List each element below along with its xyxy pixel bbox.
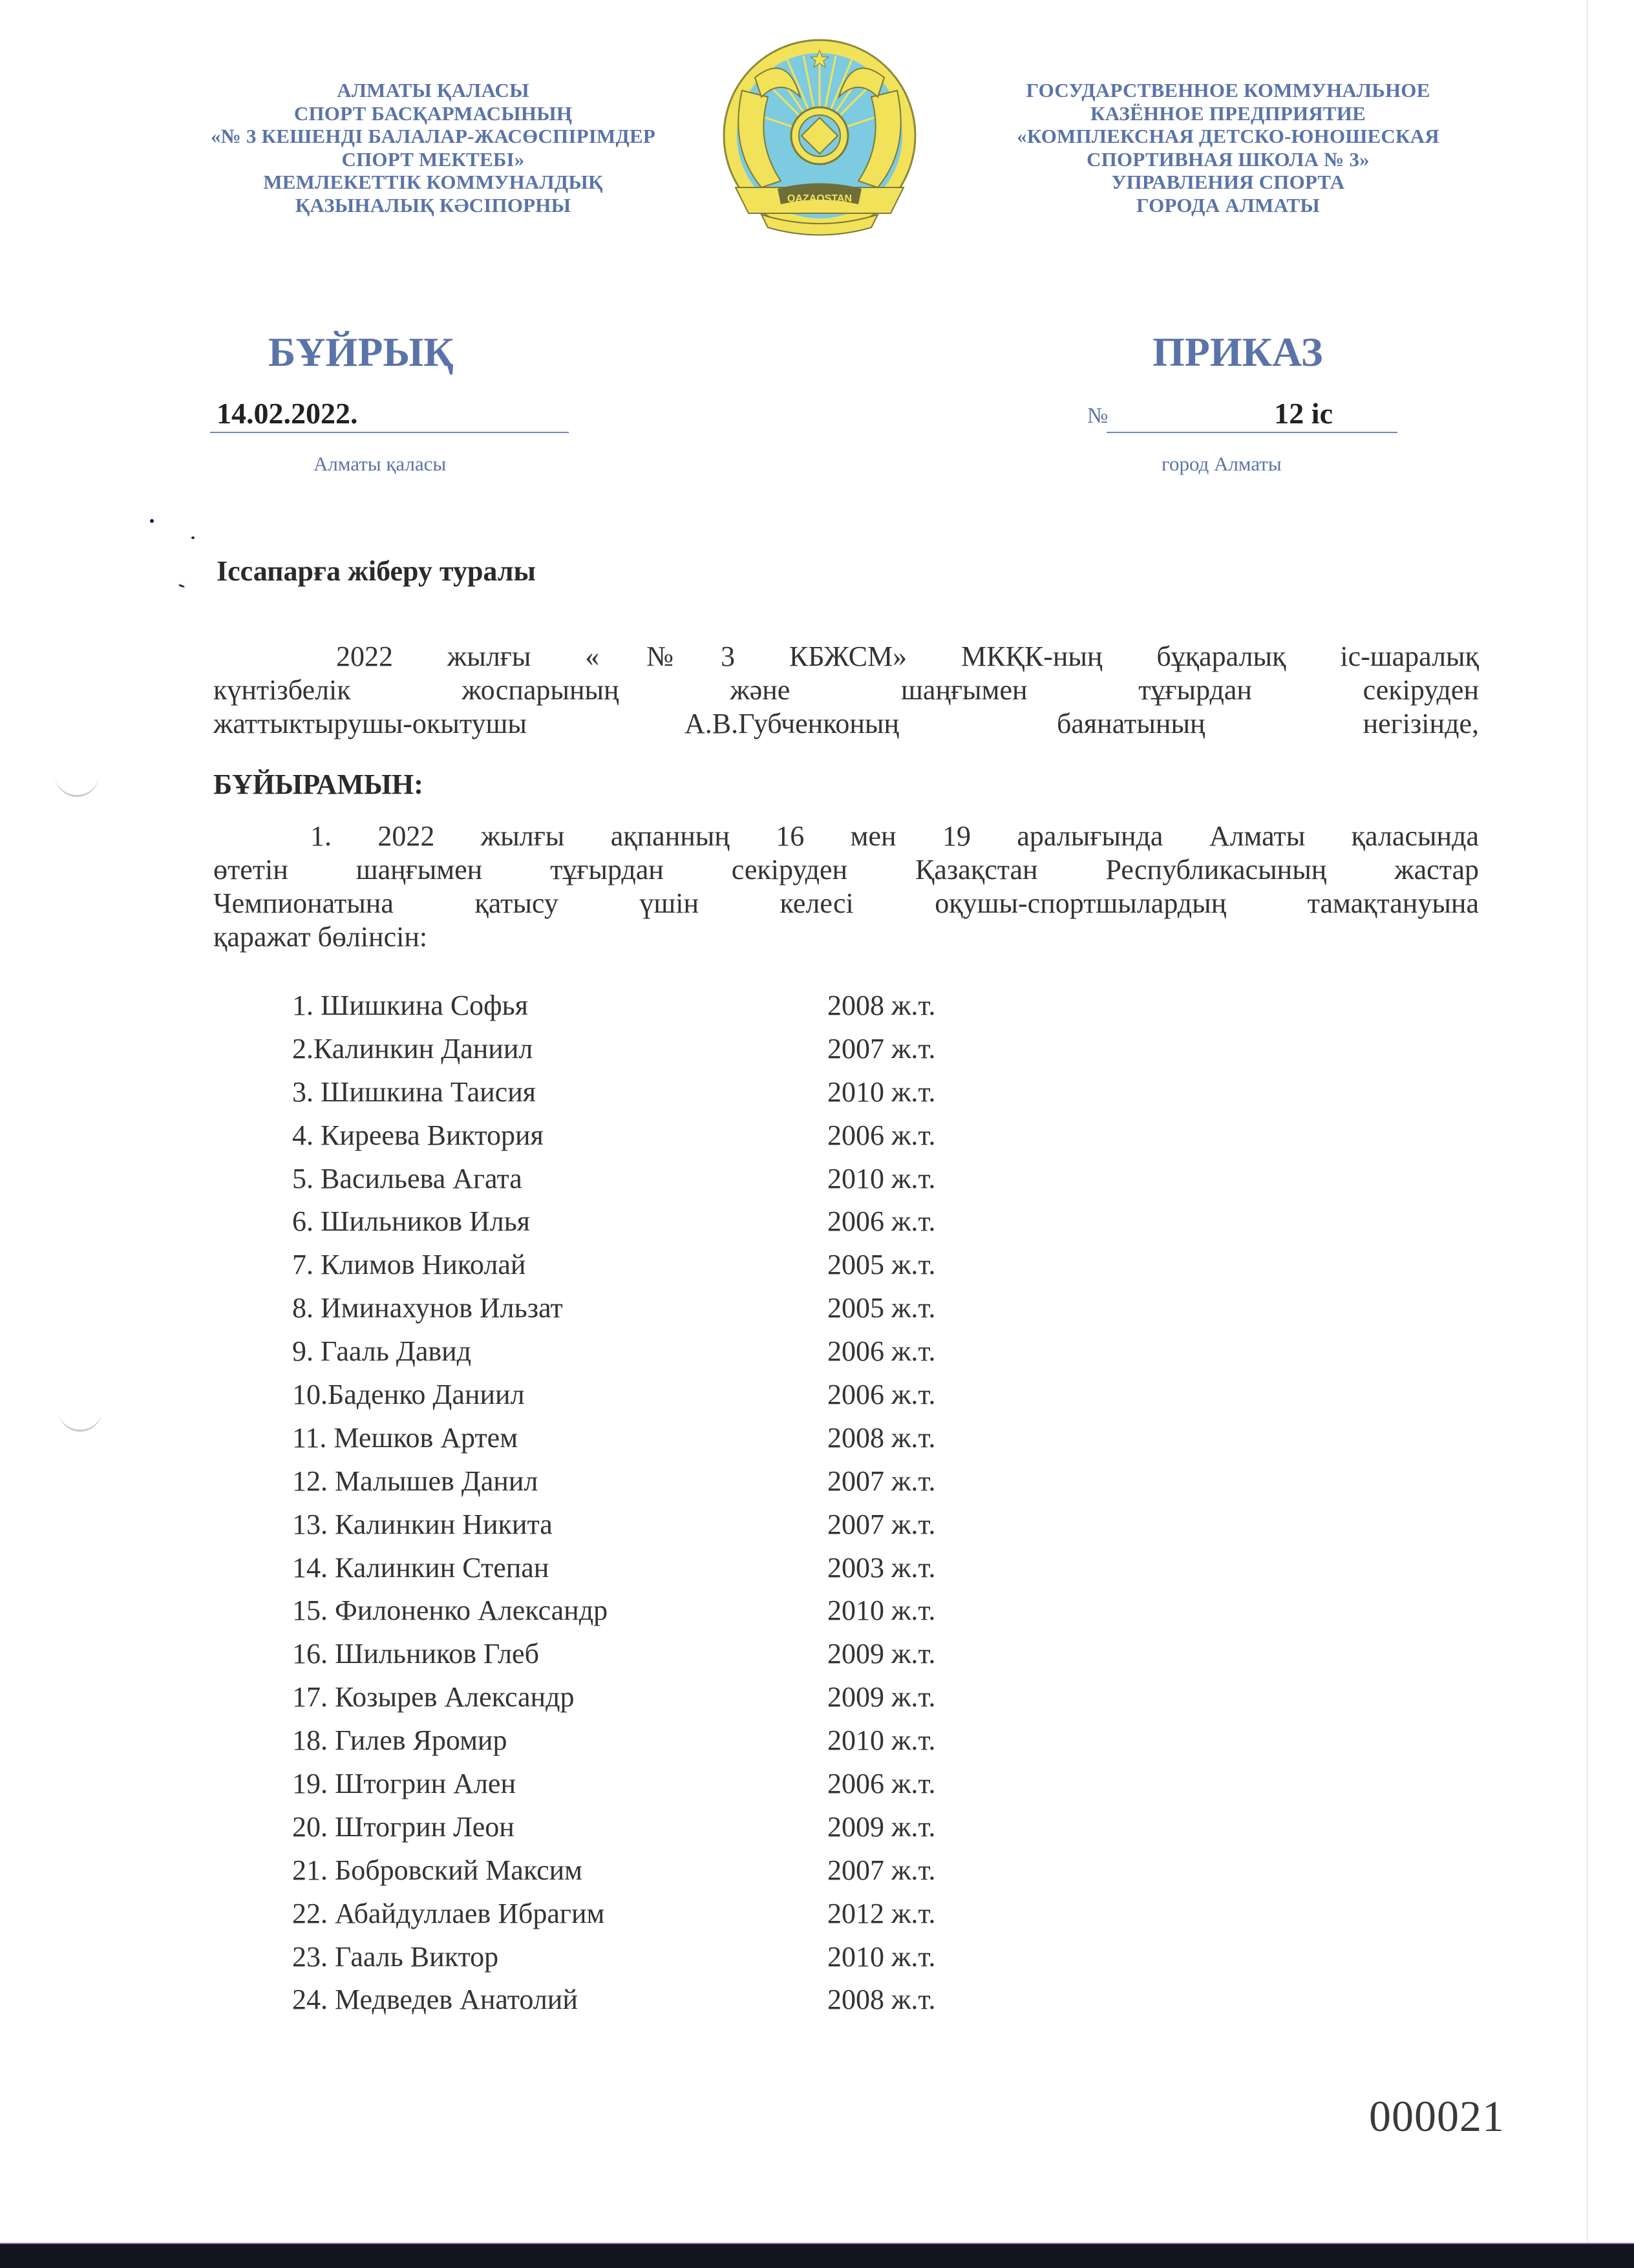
student-birth-year: 2006 ж.т. — [827, 1768, 936, 1800]
student-birth-year: 2010 ж.т. — [827, 1724, 936, 1757]
student-birth-year: 2008 ж.т. — [827, 990, 936, 1021]
student-birth-year: 2006 ж.т. — [827, 1379, 936, 1411]
letterhead-kazakh — [162, 79, 705, 217]
ordered-heading: БҰЙЫРАМЫН: — [213, 768, 423, 800]
student-birth-year: 2008 ж.т. — [827, 1421, 936, 1454]
student-row — [286, 1897, 1029, 1940]
order-title-kazakh: БҰЙРЫҚ — [268, 329, 454, 375]
letterhead-kazakh-line: МЕМЛЕКЕТТІК КОММУНАЛДЫҚ — [263, 171, 603, 193]
letterhead-russian-line: СПОРТИВНАЯ ШКОЛА № 3» — [1087, 147, 1370, 171]
order-number-field — [1107, 394, 1397, 433]
student-row — [286, 1637, 1029, 1680]
student-birth-year: 2005 ж.т. — [827, 1292, 936, 1324]
preamble-paragraph — [213, 640, 1479, 741]
scan-speck — [150, 519, 154, 523]
student-name: 6. Шильников Илья — [292, 1205, 531, 1238]
student-row — [286, 1940, 1029, 1984]
student-name: 21. Бобровский Максим — [292, 1854, 583, 1886]
letterhead-russian-line: «КОМПЛЕКСНАЯ ДЕТСКО-ЮНОШЕСКАЯ — [1017, 125, 1439, 147]
student-name: 18. Гилев Яромир — [292, 1724, 507, 1757]
student-name: 3. Шишкина Таисия — [292, 1076, 536, 1108]
scan-edge-line — [1587, 0, 1588, 2243]
student-birth-year: 2010 ж.т. — [827, 1595, 936, 1627]
student-name: 1. Шишкина Софья — [292, 990, 528, 1021]
student-birth-year: 2006 ж.т. — [827, 1205, 936, 1238]
student-row — [286, 1248, 1029, 1291]
order-number: 12 іс — [1274, 397, 1333, 430]
student-name: 11. Мешков Артем — [292, 1421, 518, 1454]
student-name: 17. Козырев Александр — [292, 1681, 575, 1713]
student-name: 19. Штогрин Ален — [292, 1768, 516, 1800]
letterhead-kazakh-line: СПОРТ МЕКТЕБІ» — [341, 147, 525, 171]
preamble-line: күнтізбелік жоспарының және шаңғымен тұғырдан секіруден — [213, 674, 1479, 706]
student-row — [286, 1032, 1029, 1076]
student-name: 9. Гааль Давид — [292, 1335, 472, 1368]
student-name: 2.Калинкин Даниил — [292, 1032, 533, 1065]
student-birth-year: 2007 ж.т. — [827, 1508, 936, 1540]
student-row — [286, 1162, 1029, 1205]
student-name: 20. Штогрин Леон — [292, 1810, 515, 1843]
student-row — [286, 1983, 1029, 2026]
punch-hole — [58, 1408, 102, 1432]
letterhead-russian — [944, 79, 1512, 217]
page-number: 000021 — [1369, 2092, 1505, 2141]
city-kazakh: Алматы қаласы — [313, 452, 447, 475]
student-birth-year: 2010 ж.т. — [827, 1162, 936, 1194]
letterhead-kazakh-line: АЛМАТЫ ҚАЛАСЫ — [337, 79, 529, 101]
student-birth-year: 2009 ж.т. — [827, 1681, 936, 1713]
student-birth-year: 2006 ж.т. — [827, 1335, 936, 1368]
student-row — [286, 1291, 1029, 1335]
student-row — [286, 1551, 1029, 1595]
student-birth-year: 2007 ж.т. — [827, 1465, 936, 1497]
student-row — [286, 1205, 1029, 1248]
clause-line-text: 1. 2022 жылғы ақпанның 16 мен 19 аралығында Алматы қаласында — [310, 820, 1479, 852]
order-subject: Іссапарға жіберу туралы — [217, 555, 536, 587]
student-row — [286, 1508, 1029, 1551]
student-name: 4. Киреева Виктория — [292, 1119, 544, 1151]
scan-speck — [191, 536, 195, 539]
student-row — [286, 1810, 1029, 1854]
student-name: 16. Шильников Глеб — [292, 1638, 539, 1670]
preamble-line-text: 2022 жылғы «№3 КБЖСМ» МКҚК-ның бұқаралық іс-шаралық — [336, 641, 1479, 672]
student-row — [286, 1854, 1029, 1897]
student-name: 23. Гааль Виктор — [292, 1940, 499, 1973]
student-name: 15. Филоненко Александр — [292, 1595, 608, 1627]
student-birth-year: 2012 ж.т. — [827, 1897, 936, 1929]
letterhead-russian-line: УПРАВЛЕНИЯ СПОРТА — [1111, 171, 1345, 193]
student-row — [286, 1767, 1029, 1810]
student-name: 22. Абайдуллаев Ибрагим — [292, 1897, 605, 1929]
student-name: 12. Малышев Данил — [292, 1465, 538, 1497]
order-date: 14.02.2022. — [217, 397, 358, 430]
student-row — [286, 1724, 1029, 1767]
student-birth-year: 2009 ж.т. — [827, 1638, 936, 1670]
student-birth-year: 2008 ж.т. — [827, 1984, 936, 2016]
student-birth-year: 2010 ж.т. — [827, 1076, 936, 1108]
order-date-field — [210, 394, 569, 433]
student-row — [286, 1335, 1029, 1378]
kazakhstan-emblem-icon — [716, 39, 923, 246]
clause-line: Чемпионатына қатысу үшін келесі оқушы-спортшылардың тамақтануына — [213, 887, 1479, 919]
student-row — [286, 1465, 1029, 1508]
letterhead-kazakh-line: СПОРТ БАСҚАРМАСЫНЫҢ — [293, 101, 573, 125]
letterhead-russian-line: ГОРОДА АЛМАТЫ — [1136, 193, 1320, 217]
clause-line: қаражат бөлінсін: — [213, 921, 428, 953]
student-row — [286, 1421, 1029, 1465]
student-birth-year: 2003 ж.т. — [827, 1551, 936, 1584]
letterhead-kazakh-line: ҚАЗЫНАЛЫҚ КӘСІПОРНЫ — [295, 193, 571, 217]
letterhead-russian-line: КАЗЁННОЕ ПРЕДПРИЯТИЕ — [1090, 101, 1366, 125]
student-row — [286, 989, 1029, 1032]
student-name: 7. Климов Николай — [292, 1249, 526, 1281]
student-name: 14. Калинкин Степан — [292, 1551, 549, 1584]
student-name: 8. Иминахунов Ильзат — [292, 1292, 563, 1324]
scanner-background-strip — [0, 2243, 1634, 2268]
student-name: 10.Баденко Даниил — [292, 1379, 525, 1411]
student-row — [286, 1378, 1029, 1421]
clause-line — [213, 820, 1479, 853]
order-title-russian: ПРИКАЗ — [1152, 329, 1323, 375]
student-name: 5. Васильева Агата — [292, 1162, 522, 1194]
clause-line: өтетін шаңғымен тұғырдан секіруден Қазақстан Республикасының жастар — [213, 854, 1479, 885]
student-name: 24. Медведев Анатолий — [292, 1984, 578, 2016]
preamble-line: жаттыктырушы-окытушы А.В.Губченконың баянатының негізінде, — [213, 708, 1479, 739]
student-birth-year: 2007 ж.т. — [827, 1032, 936, 1065]
student-row — [286, 1594, 1029, 1637]
student-birth-year: 2010 ж.т. — [827, 1940, 936, 1973]
student-birth-year: 2007 ж.т. — [827, 1854, 936, 1886]
letterhead-kazakh-line: «№ 3 КЕШЕНДІ БАЛАЛАР-ЖАСӨСПІРІМДЕР — [210, 125, 656, 147]
student-row — [286, 1680, 1029, 1724]
clause-1-paragraph — [213, 820, 1479, 954]
letterhead-russian-line: ГОСУДАРСТВЕННОЕ КОММУНАЛЬНОЕ — [1026, 79, 1430, 101]
punch-hole — [55, 773, 99, 797]
student-birth-year: 2006 ж.т. — [827, 1119, 936, 1151]
order-number-label: № — [1087, 404, 1109, 428]
scan-speck — [178, 584, 185, 588]
student-name: 13. Калинкин Никита — [292, 1508, 553, 1540]
student-row — [286, 1076, 1029, 1119]
preamble-line — [213, 640, 1479, 673]
student-row — [286, 1119, 1029, 1162]
students-list — [286, 989, 1029, 2026]
emblem-text: QAZAQSTAN — [787, 193, 853, 204]
student-birth-year: 2009 ж.т. — [827, 1810, 936, 1843]
student-birth-year: 2005 ж.т. — [827, 1249, 936, 1281]
city-russian: город Алматы — [1162, 452, 1282, 475]
